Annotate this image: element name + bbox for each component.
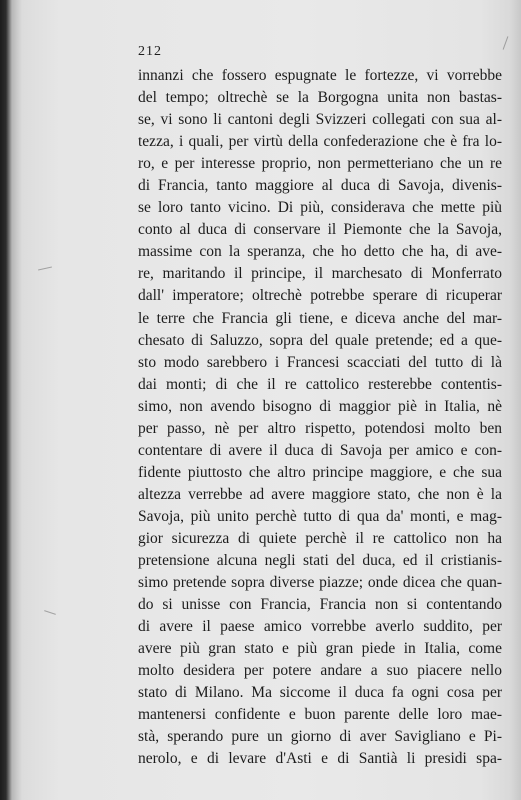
text-line: stà, sperando pure un giorno di aver Savigliano e Pi-	[138, 728, 502, 746]
body-text	[138, 65, 502, 771]
page-number: 212	[138, 44, 162, 59]
text-line: sto modo sarebbero i Francesi scacciati del tutto di là	[138, 353, 502, 371]
text-line: massime con la speranza, che ho detto che ha, di ave-	[138, 243, 502, 261]
text-line: di Francia, tanto maggiore al duca di Savoja, divenis-	[138, 177, 502, 195]
text-line: do si unisse con Francia, Francia non si contentando	[138, 596, 502, 614]
text-line: pretensione alcuna negli stati del duca, ed il cristianis-	[138, 552, 502, 570]
text-line: stato di Milano. Ma siccome il duca fa ogni cosa per	[138, 684, 502, 702]
text-line: avere più gran stato e più gran piede in Italia, come	[138, 640, 502, 658]
text-line: mantenersi confidente e buon parente delle loro mae-	[138, 706, 502, 724]
text-line: le terre che Francia gli tiene, e diceva anche del mar-	[138, 309, 502, 327]
text-line: del tempo; oltrechè se la Borgogna unita non bastas-	[138, 89, 502, 107]
text-line: simo pretende sopra diverse piazze; onde dicea che quan-	[138, 574, 502, 592]
text-line: nerolo, e di levare d'Asti e di Santià li presidi spa-	[138, 750, 502, 768]
text-line: contentare di avere il duca di Savoja per amico e con-	[138, 441, 502, 459]
margin-mark	[44, 610, 56, 615]
margin-mark	[503, 36, 509, 49]
text-line: chesato di Saluzzo, sopra del quale pretende; ed a que-	[138, 331, 502, 349]
text-line: innanzi che fossero espugnate le fortezze, vi vorrebbe	[138, 67, 502, 84]
text-line: se loro tanto vicino. Di più, considerava che mette più	[138, 199, 502, 217]
text-line: se, vi sono li cantoni degli Svizzeri collegati con sua al-	[138, 111, 502, 129]
text-line: molto desidera per potere andare a suo piacere nello	[138, 662, 502, 680]
text-line: fidente piuttosto che altro principe maggiore, e che sua	[138, 463, 502, 481]
text-line: gior sicurezza di quiete perchè il re cattolico non ha	[138, 529, 502, 547]
text-line: dai monti; di che il re cattolico resterebbe contentis-	[138, 375, 502, 393]
text-line: re, maritando il principe, il marchesato di Monferrato	[138, 265, 502, 283]
text-line: altezza verrebbe ad avere maggiore stato, che non è la	[138, 485, 502, 503]
text-line: ro, e per interesse proprio, non permetteriano che un re	[138, 155, 502, 173]
text-line: simo, non avendo bisogno di maggior piè in Italia, nè	[138, 397, 502, 415]
text-line: tezza, i quali, per virtù della confederazione che è fra lo-	[138, 133, 502, 151]
text-line: dall' imperatore; oltrechè potrebbe sperare di ricuperar	[138, 287, 502, 305]
text-line: per passo, nè per altro rispetto, potendosi molto ben	[138, 419, 502, 437]
text-line: conto al duca di conservare il Piemonte che la Savoja,	[138, 221, 502, 239]
text-line: di avere il paese amico vorrebbe averlo suddito, per	[138, 618, 502, 636]
margin-mark	[38, 267, 52, 271]
text-line: Savoja, più unito perchè tutto di qua da' monti, e mag-	[138, 507, 502, 525]
